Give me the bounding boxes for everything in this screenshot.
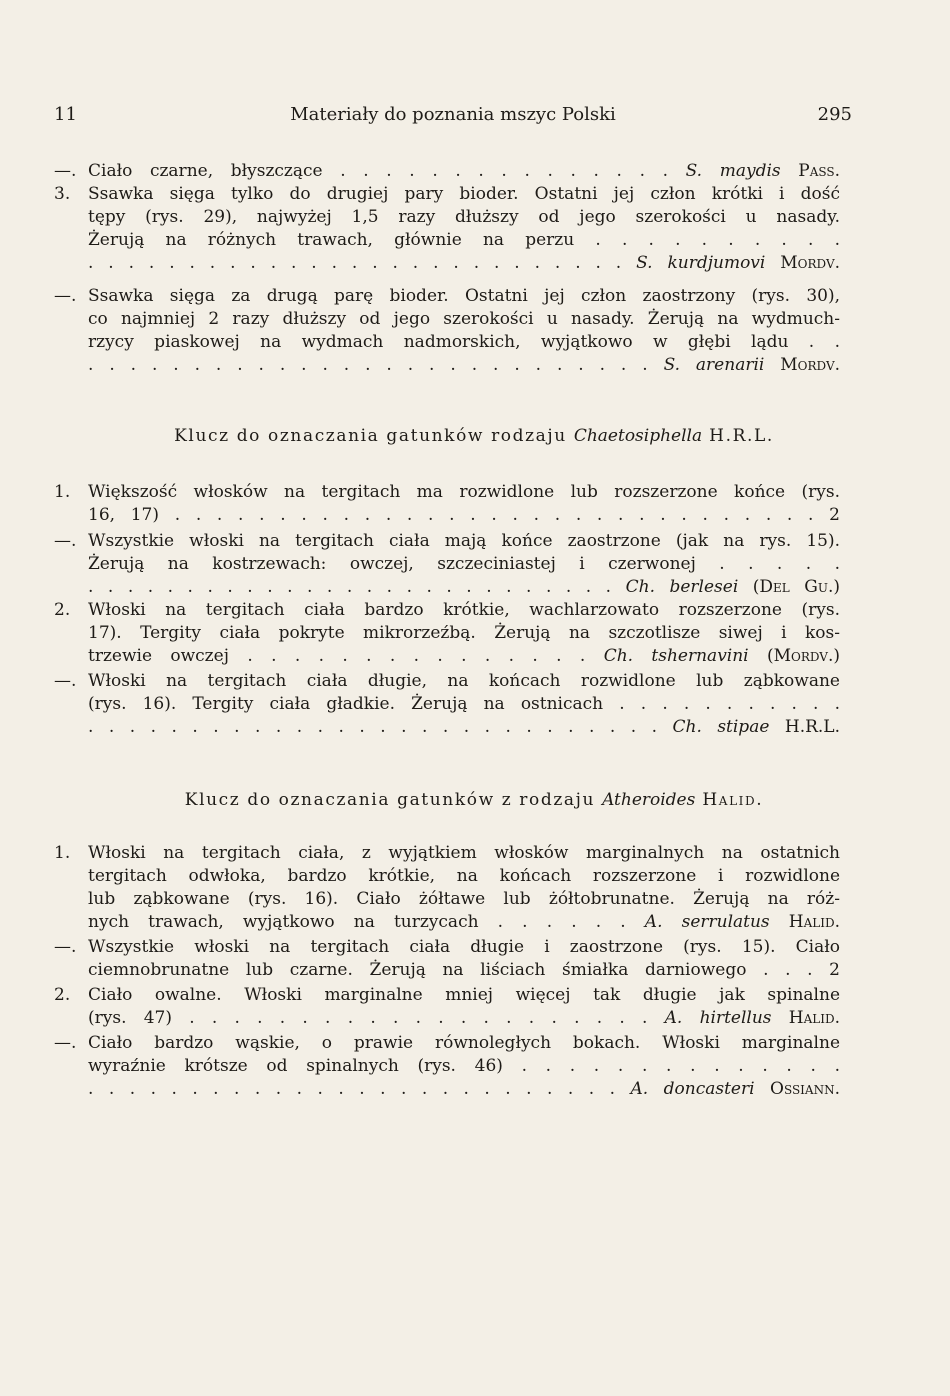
key-text: Ciało owalne. Włoski marginalne mniej więcej tak długie jak spinalne [88,985,840,1005]
key-line [54,504,840,526]
key-line [54,206,840,228]
key-line [54,183,840,205]
species-author: Mordv. [780,355,840,375]
key-text: lub ząbkowane (rys. 16). Ciało żółtawe lub żółtobrunatne. Żerują na róż- [88,889,840,909]
key-line [54,1032,840,1054]
couplet-reference: 2 [829,505,840,525]
key-line [54,599,840,621]
species-author: Ossiann. [770,1079,840,1099]
species-name: Ch. tshernavini [603,646,749,666]
species-name: A. doncasteri [630,1079,755,1099]
key-line [54,481,840,503]
species-name: S. kurdjumovi [636,253,766,273]
key-text: tergitach odwłoka, bardzo krótkie, na końcach rozszerzone i rozwidlone [88,866,840,886]
key-line [54,576,840,598]
key-text: trzewie owczej . . . . . . . . . . . . . . . Ch. tshernavini (Mordv.) [88,646,840,666]
key-line [54,959,840,981]
key-line [54,842,840,864]
key-line [54,354,840,376]
key-line [54,984,840,1006]
section-heading: Klucz do oznaczania gatunków z rodzaju Atheroides Halid. [184,790,764,810]
key-line [54,553,840,575]
key-text: Wszystkie włoski na tergitach ciała długie i zaostrzone (rys. 15). Ciało [88,937,840,957]
key-line [54,716,840,738]
key-text: (rys. 47) . . . . . . . . . . . . . . . . . . . . . A. hirtellus Halid. [88,1008,840,1028]
key-marker: 3. [54,184,71,204]
key-line [54,160,840,182]
key-text: Ciało czarne, błyszczące . . . . . . . . . . . . . . . S. maydis Pass. [88,161,840,181]
key-text: . . . . . . . . . . . . . . . . . . . . . . . . . . . S. arenarii Mordv. [88,355,840,375]
key-text: Większość włosków na tergitach ma rozwidlone lub rozszerzone końce (rys. [88,482,840,502]
species-author: H.R.L. [784,717,840,737]
species-author: Mordv. [780,253,840,273]
key-line [54,622,840,644]
page-number-right: 295 [817,104,852,125]
key-marker: 2. [54,600,71,620]
key-text: (rys. 16). Tergity ciała gładkie. Żerują na ostnicach . . . . . . . . . . . [88,694,840,714]
key-text: 16, 17) . . . . . . . . . . . . . . . . . . . . . . . . . . . . . . . 2 [88,505,840,525]
key-line [54,693,840,715]
key-text: Ssawka sięga tylko do drugiej pary bioder. Ostatni jej człon krótki i dość [88,184,840,204]
key-line [54,1055,840,1077]
key-text: Włoski na tergitach ciała, z wyjątkiem włosków marginalnych na ostatnich [88,843,840,863]
key-text: wyraźnie krótsze od spinalnych (rys. 46) . . . . . . . . . . . . . . [88,1056,840,1076]
key-line [54,229,840,251]
key-line [54,670,840,692]
key-line [54,911,840,933]
key-marker: —. [54,531,77,551]
key-line [54,936,840,958]
species-author: Halid. [788,912,840,932]
species-name: Ch. stipae [672,717,770,737]
key-line [54,331,840,353]
key-text: Włoski na tergitach ciała długie, na końcach rozwidlone lub ząbkowane [88,671,840,691]
key-text: co najmniej 2 razy dłuższy od jego szerokości u nasady. Żerują na wydmuch- [88,309,840,329]
key-line [54,888,840,910]
page-number-left: 11 [54,104,77,125]
key-line [54,308,840,330]
key-marker: 2. [54,985,71,1005]
key-text: . . . . . . . . . . . . . . . . . . . . . . . . . . . . Ch. stipae H.R.L. [88,717,840,737]
key-line [54,285,840,307]
species-author: (Mordv.) [766,646,840,666]
species-name: S. arenarii [663,355,765,375]
key-text: tępy (rys. 29), najwyżej 1,5 razy dłuższy od jego szerokości u nasady. [88,207,840,227]
key-text: Żerują na różnych trawach, głównie na perzu . . . . . . . . . . [88,230,840,250]
running-header [54,104,852,130]
species-name: A. serrulatus [644,912,770,932]
species-name: A. hirtellus [664,1008,772,1028]
key-text: Żerują na kostrzewach: owczej, szczeciniastej i czerwonej . . . . . [88,554,840,574]
key-line [54,1078,840,1100]
key-text: Włoski na tergitach ciała bardzo krótkie, wachlarzowato rozszerzone (rys. [88,600,840,620]
key-text: ciemnobrunatne lub czarne. Żerują na liściach śmiałka darniowego . . . 2 [88,960,840,980]
running-title: Materiały do poznania mszyc Polski [290,104,616,125]
key-line [54,645,840,667]
species-author: Halid. [788,1008,840,1028]
key-line [54,530,840,552]
genus-author: H.R.L. [709,426,774,446]
key-marker: —. [54,937,77,957]
key-marker: —. [54,1033,77,1053]
key-line [54,1007,840,1029]
key-text: rzycy piaskowej na wydmach nadmorskich, wyjątkowo w głębi lądu . . [88,332,840,352]
key-marker: —. [54,161,77,181]
key-text: 17). Tergity ciała pokryte mikrorzeźbą. Żerują na szczotlisze siwej i kos- [88,623,840,643]
genus-name: Chaetosiphella [573,426,703,446]
key-text: . . . . . . . . . . . . . . . . . . . . . . . . . . . Ch. berlesei (Del Gu.) [88,577,840,597]
key-marker: 1. [54,482,71,502]
genus-name: Atheroides [602,790,696,810]
section-heading: Klucz do oznaczania gatunków rodzaju Chaetosiphella H.R.L. [174,426,774,446]
key-marker: —. [54,286,77,306]
key-text: . . . . . . . . . . . . . . . . . . . . . . . . . . . S. kurdjumovi Mordv. [88,253,840,273]
key-text: Ciało bardzo wąskie, o prawie równoległych bokach. Włoski marginalne [88,1033,840,1053]
key-text: . . . . . . . . . . . . . . . . . . . . . . . . . . A. doncasteri Ossiann. [88,1079,840,1099]
species-author: (Del Gu.) [752,577,840,597]
key-text: Wszystkie włoski na tergitach ciała mają końce zaostrzone (jak na rys. 15). [88,531,840,551]
genus-author: Halid. [702,790,764,810]
key-marker: 1. [54,843,71,863]
key-text: Ssawka sięga za drugą parę bioder. Ostatni jej człon zaostrzony (rys. 30), [88,286,840,306]
key-line [54,865,840,887]
key-marker: —. [54,671,77,691]
key-line [54,252,840,274]
species-name: Ch. berlesei [625,577,739,597]
species-name: S. maydis [685,161,781,181]
species-author: Pass. [798,161,840,181]
key-text: nych trawach, wyjątkowo na turzycach . . . . . . A. serrulatus Halid. [88,912,840,932]
